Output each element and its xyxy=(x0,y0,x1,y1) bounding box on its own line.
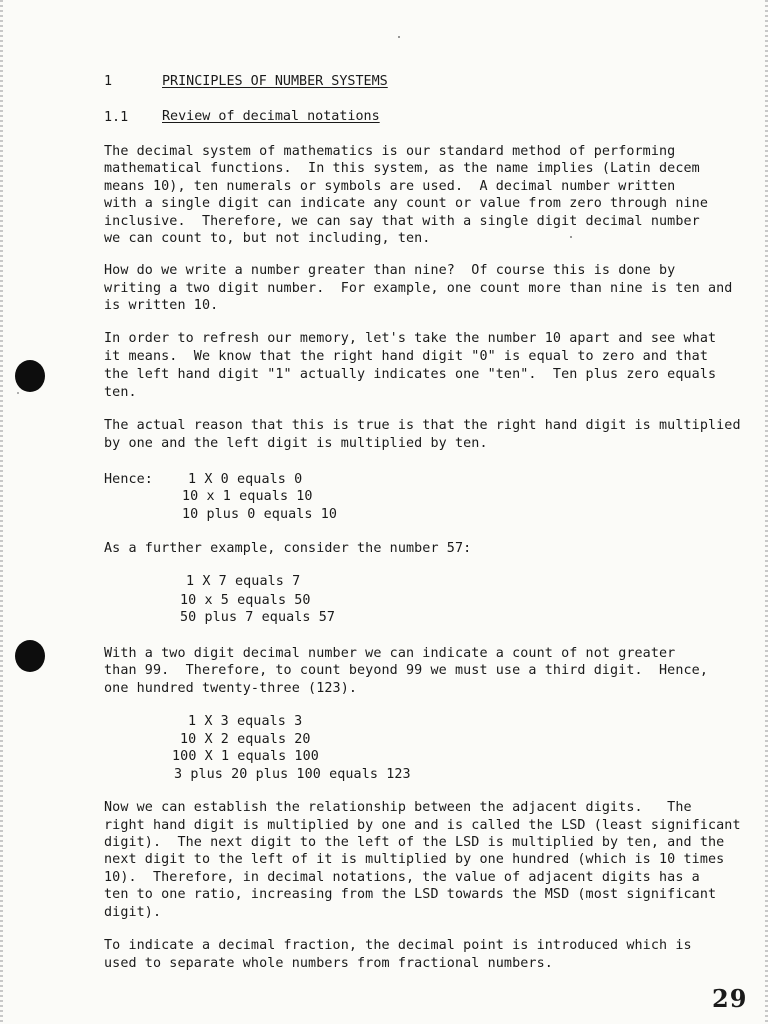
text-line: than 99. Therefore, to count beyond 99 we must use a third digit. Hence, xyxy=(104,663,708,678)
text-line: is written 10. xyxy=(104,298,219,313)
text-line: the left hand digit "1" actually indicates one "ten". Ten plus zero equals xyxy=(104,367,717,382)
text-line: In order to refresh our memory, let's take the number 10 apart and see what xyxy=(104,331,717,346)
text-line: The decimal system of mathematics is our standard method of performing xyxy=(104,144,676,159)
text-line: inclusive. Therefore, we can say that with a single digit decimal number xyxy=(104,214,700,229)
equation-line: 10 x 5 equals 50 xyxy=(180,593,311,608)
equation-line: 100 X 1 equals 100 xyxy=(172,749,319,764)
equation-line: 1 X 0 equals 0 xyxy=(188,472,303,487)
section-number: 1 xyxy=(104,74,113,89)
page-number: 29 xyxy=(712,984,748,1013)
equation-line: 10 x 1 equals 10 xyxy=(182,489,313,504)
equation-line: 50 plus 7 equals 57 xyxy=(180,610,336,625)
equation-line: 1 X 3 equals 3 xyxy=(188,714,303,729)
text-line: digit). The next digit to the left of the LSD is multiplied by ten, and the xyxy=(104,835,725,850)
text-line: by one and the left digit is multiplied by ten. xyxy=(104,436,488,451)
text-line: ten to one ratio, increasing from the LSD towards the MSD (most significant xyxy=(104,887,717,902)
text-line: With a two digit decimal number we can indicate a count of not greater xyxy=(104,646,676,661)
text-line: we can count to, but not including, ten. xyxy=(104,231,431,246)
subsection-number: 1.1 xyxy=(104,110,129,125)
equation-line: 3 plus 20 plus 100 equals 123 xyxy=(174,767,411,782)
text-line: The actual reason that this is true is that the right hand digit is multiplied xyxy=(104,418,741,433)
left-page-edge xyxy=(0,0,3,1024)
text-line: writing a two digit number. For example, one count more than nine is ten and xyxy=(104,281,733,296)
text-line: used to separate whole numbers from fractional numbers. xyxy=(104,956,553,971)
subsection-title: Review of decimal notations xyxy=(162,109,380,124)
text-line: How do we write a number greater than nine? Of course this is done by xyxy=(104,263,676,278)
text-line: one hundred twenty-three (123). xyxy=(104,681,358,696)
text-line: it means. We know that the right hand digit "0" is equal to zero and that xyxy=(104,349,708,364)
text-line: mathematical functions. In this system, as the name implies (Latin decem xyxy=(104,161,700,176)
scan-speck xyxy=(570,236,572,238)
text-line: ten. xyxy=(104,385,137,400)
text-line: 10). Therefore, in decimal notations, the value of adjacent digits has a xyxy=(104,870,700,885)
binder-hole-upper xyxy=(15,360,45,392)
equation-line: 10 plus 0 equals 10 xyxy=(182,507,338,522)
equation-line: 1 X 7 equals 7 xyxy=(186,574,301,589)
equation-line: 10 X 2 equals 20 xyxy=(180,732,311,747)
hence-label: Hence: xyxy=(104,472,153,487)
text-line: means 10), ten numerals or symbols are used. A decimal number written xyxy=(104,179,676,194)
text-line: right hand digit is multiplied by one and is called the LSD (least significant xyxy=(104,818,741,833)
text-line: with a single digit can indicate any count or value from zero through nine xyxy=(104,196,708,211)
text-line: Now we can establish the relationship between the adjacent digits. The xyxy=(104,800,692,815)
text-line: digit). xyxy=(104,905,162,920)
binder-hole-lower xyxy=(15,640,45,672)
section-title: PRINCIPLES OF NUMBER SYSTEMS xyxy=(162,74,388,89)
scan-speck xyxy=(17,392,19,394)
scan-speck xyxy=(398,36,400,38)
text-line: As a further example, consider the number 57: xyxy=(104,541,472,556)
text-line: next digit to the left of it is multiplied by one hundred (which is 10 times xyxy=(104,852,725,867)
text-line: To indicate a decimal fraction, the decimal point is introduced which is xyxy=(104,938,692,953)
